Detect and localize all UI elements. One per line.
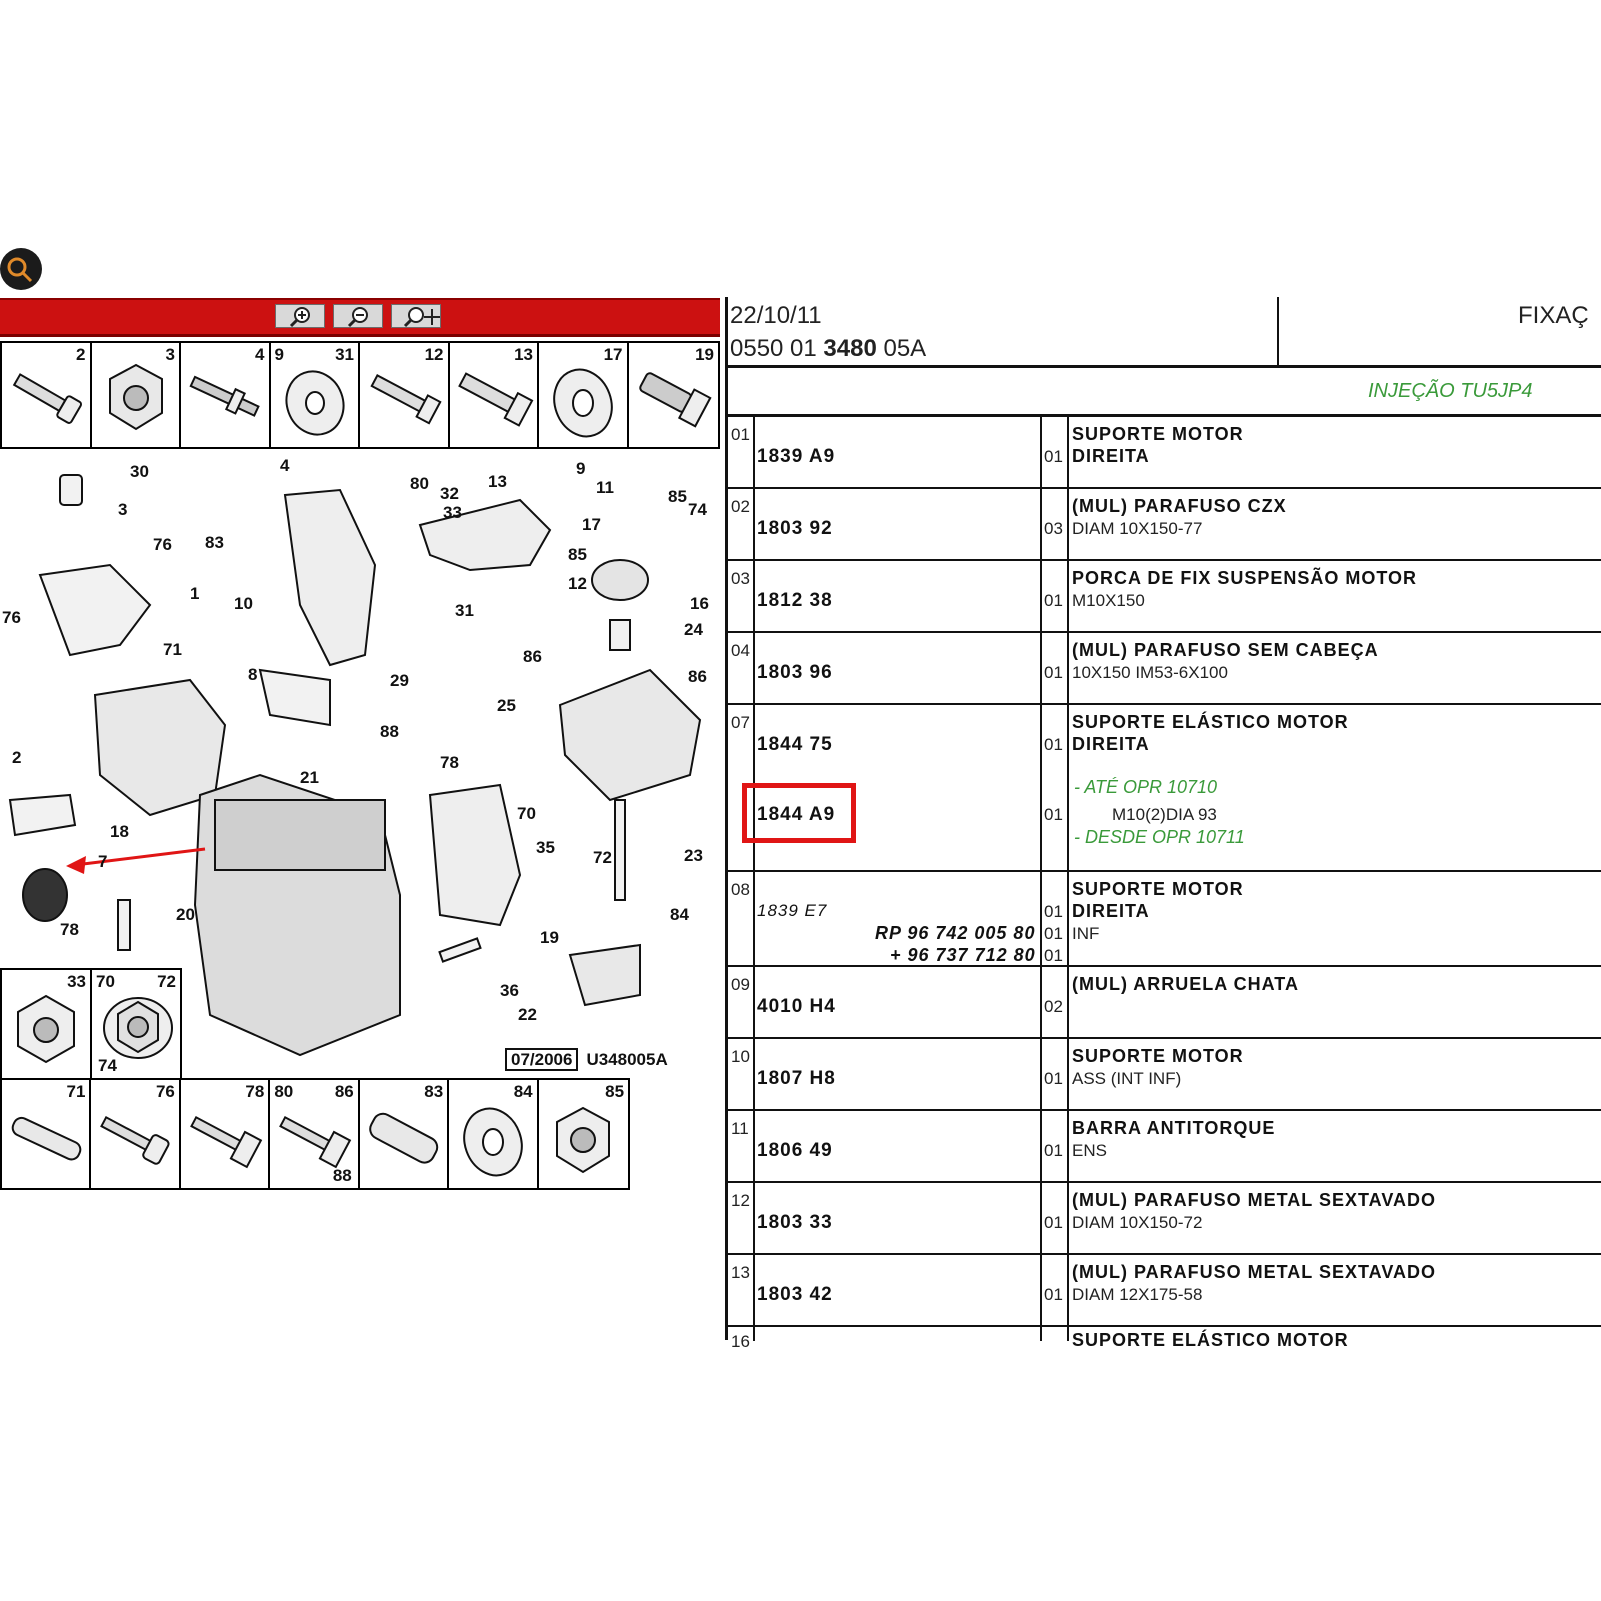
part-reference[interactable]: 1803 42 [757, 1284, 833, 1305]
part-number: 19 [695, 345, 714, 364]
zoom-out-icon [346, 306, 372, 328]
table-row[interactable] [725, 1111, 1601, 1183]
quantity: 01 [1044, 663, 1063, 682]
part-description: PORCA DE FIX SUSPENSÃO MOTOR [1072, 568, 1418, 588]
part-description: (MUL) PARAFUSO METAL SEXTAVADO [1072, 1190, 1436, 1210]
table-row[interactable] [725, 417, 1601, 489]
flange-nut-icon [92, 970, 178, 1078]
part-number: 85 [605, 1082, 625, 1101]
diagram-date: 07/2006 [505, 1048, 578, 1071]
callout-label: 23 [684, 846, 703, 865]
callout-label: 3 [118, 500, 128, 519]
row-index: 07 [731, 713, 750, 732]
zoom-out-button[interactable] [333, 304, 383, 328]
callout-label: 2 [12, 748, 22, 767]
callout-label: 25 [497, 696, 516, 715]
catalog-date: 22/10/11 [730, 302, 822, 329]
washer-icon [449, 1080, 537, 1188]
callout-label: 31 [455, 601, 474, 620]
part-spec: INF [1072, 924, 1100, 943]
search-icon[interactable] [0, 248, 42, 290]
quantity: 01 [1044, 902, 1063, 921]
part-number: 2 [76, 345, 86, 364]
header-rule [725, 365, 1601, 368]
part-cell[interactable] [450, 343, 540, 447]
parts-strip-mid [0, 968, 182, 1080]
quantity: 01 [1044, 946, 1063, 965]
washer-icon [271, 343, 359, 447]
part-spec: ASS (INT INF) [1072, 1069, 1182, 1088]
part-number: 71 [66, 1082, 86, 1101]
table-row[interactable] [725, 489, 1601, 561]
nut-icon [539, 1080, 627, 1188]
part-number: 70 [96, 972, 115, 991]
callout-label: 86 [523, 647, 542, 666]
quantity: 01 [1044, 1285, 1063, 1304]
callout-label: 78 [60, 920, 79, 939]
variant-note: - DESDE OPR 10711 [1074, 827, 1245, 847]
engine-variant: INJEÇÃO TU5JP4 [1368, 380, 1533, 402]
part-description-2: DIREITA [1072, 446, 1150, 466]
part-number: 12 [424, 345, 444, 364]
part-cell[interactable] [91, 1080, 180, 1188]
part-description: SUPORTE ELÁSTICO MOTOR [1072, 712, 1349, 732]
part-cell[interactable] [271, 343, 361, 447]
row-index: 12 [731, 1191, 750, 1210]
parts-strip-top [0, 341, 720, 449]
pointer-arrow [75, 849, 205, 865]
callout-label: 86 [688, 667, 707, 686]
catalog-reference: 0550 01 3480 05A [730, 335, 927, 362]
part-description: (MUL) ARRUELA CHATA [1072, 974, 1299, 994]
part-cell[interactable] [539, 1080, 628, 1188]
nut-icon [2, 970, 90, 1078]
diagram-stamp [505, 1050, 668, 1070]
callout-label: 10 [234, 594, 253, 613]
table-row[interactable] [725, 1039, 1601, 1111]
callout-label: 11 [596, 478, 614, 497]
sleeve-icon [360, 1080, 448, 1188]
callout-label: 70 [517, 804, 536, 823]
callout-label: 71 [163, 640, 182, 659]
row-index: 16 [731, 1332, 750, 1351]
part-number: 17 [603, 345, 623, 364]
callout-label: 12 [568, 574, 587, 593]
quantity: 02 [1044, 997, 1063, 1016]
part-cell[interactable] [360, 1080, 449, 1188]
bolt-icon [2, 343, 90, 447]
part-number: 76 [155, 1082, 175, 1101]
callout-label: 7 [98, 852, 108, 871]
row-index: 08 [731, 880, 750, 899]
part-spec: 10X150 IM53-6X100 [1072, 663, 1228, 682]
part-spec: M10(2)DIA 93 [1112, 805, 1217, 824]
part-cell[interactable] [181, 343, 271, 447]
part-reference[interactable]: 4010 H4 [757, 996, 836, 1017]
part-description-2: DIREITA [1072, 734, 1150, 754]
callout-label: 20 [176, 905, 195, 924]
callout-label: 13 [488, 472, 507, 491]
bolt-icon [629, 343, 717, 447]
quantity: 01 [1044, 1069, 1063, 1088]
callout-label: 74 [688, 500, 707, 519]
part-reference[interactable]: 1806 49 [757, 1140, 833, 1161]
part-cell[interactable] [2, 1080, 91, 1188]
callout-label: 4 [280, 456, 290, 475]
diagram-code: U348005A [586, 1050, 668, 1069]
callout-label: 22 [518, 1005, 537, 1024]
part-spec: DIAM 12X175-58 [1072, 1285, 1203, 1304]
callout-label: 1 [190, 584, 200, 603]
part-description: (MUL) PARAFUSO METAL SEXTAVADO [1072, 1262, 1436, 1282]
part-description: (MUL) PARAFUSO SEM CABEÇA [1072, 640, 1379, 660]
callout-label: 36 [500, 981, 519, 1000]
diagram-toolbar [0, 298, 720, 337]
bolt-icon [450, 343, 538, 447]
part-description: SUPORTE MOTOR [1072, 1046, 1244, 1066]
part-number: 74 [98, 1056, 117, 1075]
callout-label: 76 [2, 608, 21, 627]
callout-label: 84 [670, 905, 689, 924]
part-spec: DIAM 10X150-77 [1072, 519, 1203, 538]
part-description-2: DIREITA [1072, 901, 1150, 921]
nut-icon [92, 343, 180, 447]
row-index: 04 [731, 641, 750, 660]
table-row[interactable] [725, 633, 1601, 705]
callout-label: 78 [440, 753, 459, 772]
bolt-icon [181, 1080, 269, 1188]
callout-label: 88 [380, 722, 399, 741]
callout-label: 8 [248, 665, 258, 684]
table-row[interactable] [725, 872, 1601, 967]
part-description: BARRA ANTITORQUE [1072, 1118, 1276, 1138]
part-number: 31 [335, 345, 354, 364]
callout-label: 19 [540, 928, 559, 947]
part-reference-highlighted[interactable]: 1844 A9 [757, 804, 836, 825]
callout-label: 16 [690, 594, 709, 613]
engine-mount-diagram [0, 455, 720, 975]
part-reference[interactable]: 1839 A9 [757, 446, 836, 467]
table-row[interactable] [725, 561, 1601, 633]
pin-icon [2, 1080, 90, 1188]
callout-label: 29 [390, 671, 409, 690]
part-reference[interactable]: 1839 E7 [757, 901, 828, 920]
quantity: 01 [1044, 591, 1063, 610]
part-reference[interactable]: 1803 96 [757, 662, 833, 683]
part-number: 9 [274, 345, 284, 364]
part-reference[interactable]: 1803 92 [757, 518, 833, 539]
quantity: 01 [1044, 1213, 1063, 1232]
part-cell[interactable] [2, 970, 92, 1078]
quantity: 03 [1044, 519, 1063, 538]
row-index: 09 [731, 975, 750, 994]
part-number: 83 [424, 1082, 444, 1101]
callout-label: 85 [568, 545, 587, 564]
callout-label: 35 [536, 838, 555, 857]
part-description: SUPORTE MOTOR [1072, 879, 1244, 899]
part-cell[interactable] [270, 1080, 359, 1188]
part-number: 33 [67, 972, 86, 991]
part-cell[interactable] [92, 343, 182, 447]
bolt-icon [360, 343, 448, 447]
part-cell[interactable] [449, 1080, 538, 1188]
table-row[interactable] [725, 1255, 1601, 1327]
quantity: 01 [1044, 735, 1063, 754]
variant-note: - ATÉ OPR 10710 [1074, 777, 1218, 797]
part-reference[interactable]: 1812 38 [757, 590, 833, 611]
quantity: 01 [1044, 924, 1063, 943]
part-cell[interactable] [539, 343, 629, 447]
quantity: 01 [1044, 805, 1063, 824]
stud-icon [181, 343, 269, 447]
parts-strip-bottom [0, 1078, 630, 1190]
part-cell[interactable] [181, 1080, 270, 1188]
page-title: FIXAÇ [1518, 302, 1589, 329]
row-index: 03 [731, 569, 750, 588]
part-cell[interactable] [92, 970, 180, 1078]
callout-label: 83 [205, 533, 224, 552]
zoom-pan-button[interactable] [391, 304, 441, 328]
callout-label: 76 [153, 535, 172, 554]
part-reference[interactable]: 1803 33 [757, 1212, 833, 1233]
table-row[interactable] [725, 705, 1601, 872]
part-description: SUPORTE ELÁSTICO MOTOR [1072, 1330, 1349, 1350]
part-number: 86 [334, 1082, 354, 1101]
callout-label: 72 [593, 848, 612, 867]
replacement-reference[interactable]: RP 96 742 005 80 [875, 923, 1036, 943]
zoom-pan-icon [404, 306, 440, 328]
part-number: 72 [157, 972, 176, 991]
part-number: 88 [332, 1166, 352, 1185]
callout-label: 85 [668, 487, 687, 506]
row-index: 11 [731, 1119, 749, 1138]
part-number: 4 [255, 345, 265, 364]
zoom-in-icon [288, 306, 314, 328]
bolt-icon [91, 1080, 179, 1188]
row-index: 01 [731, 425, 750, 444]
callout-label: 30 [130, 462, 149, 481]
quantity: 01 [1044, 1141, 1063, 1160]
table-row[interactable] [725, 967, 1601, 1039]
part-cell[interactable] [360, 343, 450, 447]
callout-label: 18 [110, 822, 129, 841]
replacement-reference[interactable]: + 96 737 712 80 [890, 945, 1036, 965]
callout-label: 80 [410, 474, 429, 493]
table-row[interactable] [725, 1327, 1601, 1351]
part-spec: M10X150 [1072, 591, 1145, 610]
row-index: 02 [731, 497, 750, 516]
part-spec: DIAM 10X150-72 [1072, 1213, 1203, 1232]
callout-label: 9 [576, 459, 586, 478]
callout-label: 33 [443, 503, 462, 522]
callout-label: 17 [582, 515, 601, 534]
part-number: 84 [513, 1082, 533, 1101]
row-index: 10 [731, 1047, 750, 1066]
quantity: 01 [1044, 447, 1063, 466]
washer-icon [539, 343, 627, 447]
part-cell[interactable] [2, 343, 92, 447]
part-cell[interactable] [629, 343, 718, 447]
part-number: 80 [274, 1082, 294, 1101]
bolt-icon [270, 1080, 358, 1188]
part-number: 13 [514, 345, 533, 364]
highlight-box [742, 783, 856, 843]
header-divider [1277, 297, 1279, 365]
part-description: SUPORTE MOTOR [1072, 424, 1244, 444]
callout-label: 21 [300, 768, 319, 787]
row-index: 13 [731, 1263, 750, 1282]
part-number: 3 [165, 345, 175, 364]
part-description: (MUL) PARAFUSO CZX [1072, 496, 1287, 516]
part-reference[interactable]: 1844 75 [757, 734, 833, 755]
callout-label: 32 [440, 484, 459, 503]
part-spec: ENS [1072, 1141, 1107, 1160]
callout-label: 24 [684, 620, 703, 639]
zoom-in-button[interactable] [275, 304, 325, 328]
part-number: 78 [245, 1082, 265, 1101]
table-row[interactable] [725, 1183, 1601, 1255]
part-reference[interactable]: 1807 H8 [757, 1068, 836, 1089]
